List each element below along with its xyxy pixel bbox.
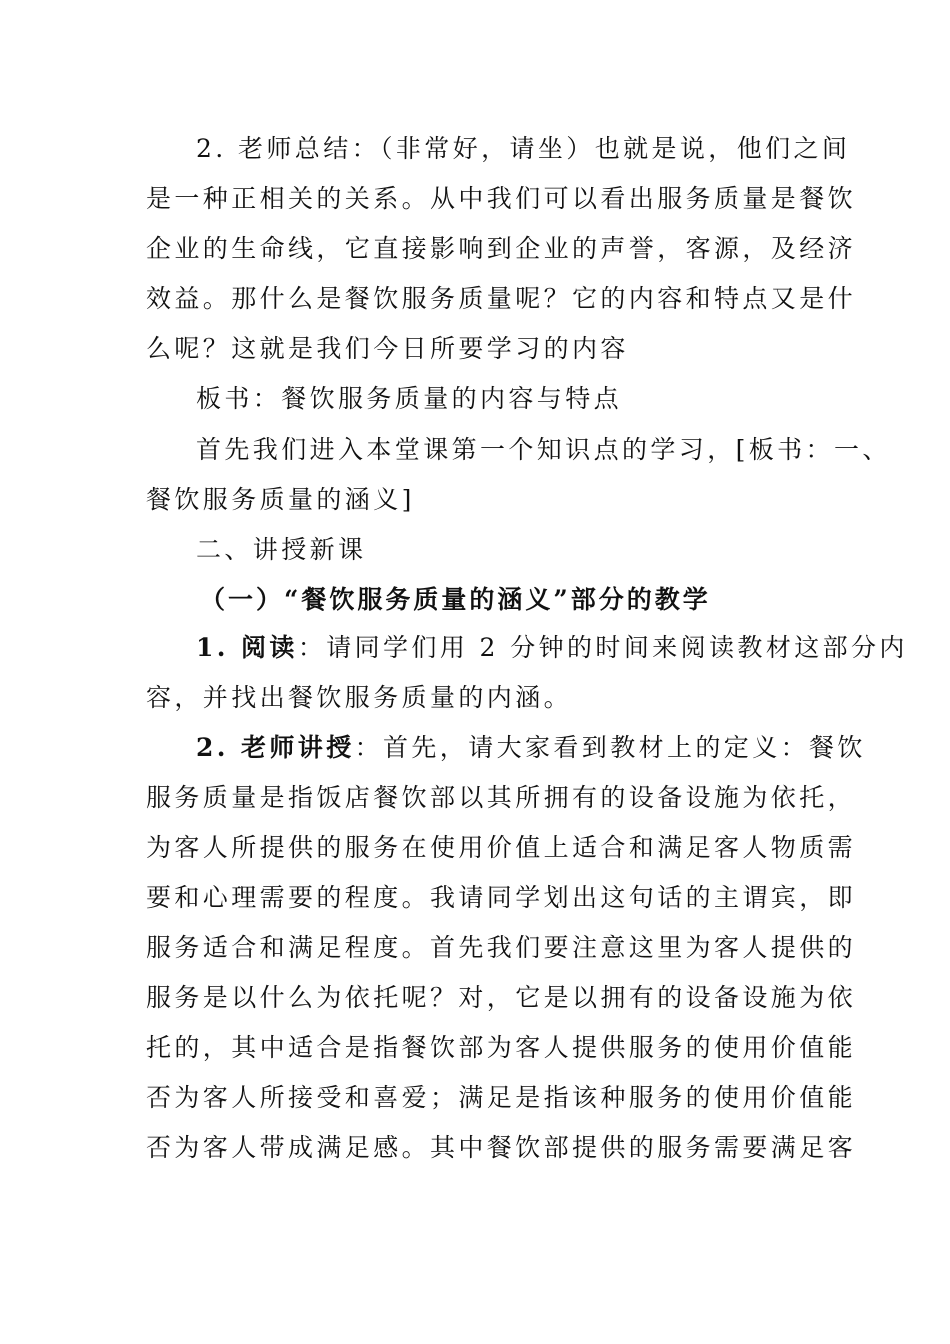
paragraph-4-line-2: 服务质量是指饭店餐饮部以其所拥有的设备设施为依托， <box>146 783 857 812</box>
paragraph-4-line-5: 服务适合和满足程度。首先我们要注意这里为客人提供的 <box>146 933 857 962</box>
paragraph-4-line-1 <box>196 723 866 773</box>
paragraph-1-line-4: 效益。那什么是餐饮服务质量呢？它的内容和特点又是什 <box>146 284 857 313</box>
paragraph-1-line-1: 2. 老师总结：（非常好，请坐）也就是说，他们之间 <box>196 134 851 163</box>
paragraph-1-line-5: 么呢？这就是我们今日所要学习的内容 <box>146 334 629 363</box>
paragraph-4-line-7: 托的，其中适合是指餐饮部为客人提供服务的使用价值能 <box>146 1033 857 1062</box>
paragraph-3-text: ：请同学们用 2 分钟的时间来阅读教材这部分内 <box>297 633 908 662</box>
paragraph-4-label: 2. 老师讲授 <box>196 733 355 762</box>
paragraph-2-line-1: 首先我们进入本堂课第一个知识点的学习，[板书：一、 <box>196 435 891 464</box>
paragraph-4-line-3: 为客人所提供的服务在使用价值上适合和满足客人物质需 <box>146 833 857 862</box>
paragraph-4-line-4: 要和心理需要的程度。我请同学划出这句话的主谓宾，即 <box>146 883 857 912</box>
paragraph-3-line-2: 容，并找出餐饮服务质量的内涵。 <box>146 683 573 712</box>
paragraph-2-line-2: 餐饮服务质量的涵义] <box>146 485 415 514</box>
paragraph-1-line-2: 是一种正相关的关系。从中我们可以看出服务质量是餐饮 <box>146 184 857 213</box>
board-note-1: 板书：餐饮服务质量的内容与特点 <box>196 384 623 413</box>
paragraph-4-line-8: 否为客人所接受和喜爱；满足是指该种服务的使用价值能 <box>146 1083 857 1112</box>
paragraph-4-text: ：首先，请大家看到教材上的定义：餐饮 <box>354 733 866 762</box>
paragraph-1-line-3: 企业的生命线，它直接影响到企业的声誉，客源，及经济 <box>146 234 857 263</box>
paragraph-4-line-9: 否为客人带成满足感。其中餐饮部提供的服务需要满足客 <box>146 1133 857 1162</box>
paragraph-3-line-1 <box>196 623 908 673</box>
subsection-heading-1: （一）“餐饮服务质量的涵义”部分的教学 <box>200 585 711 614</box>
paragraph-4-line-6: 服务是以什么为依托呢？对，它是以拥有的设备设施为依 <box>146 983 857 1012</box>
paragraph-3-label: 1. 阅读 <box>196 633 298 662</box>
section-heading-2: 二、讲授新课 <box>196 535 367 564</box>
